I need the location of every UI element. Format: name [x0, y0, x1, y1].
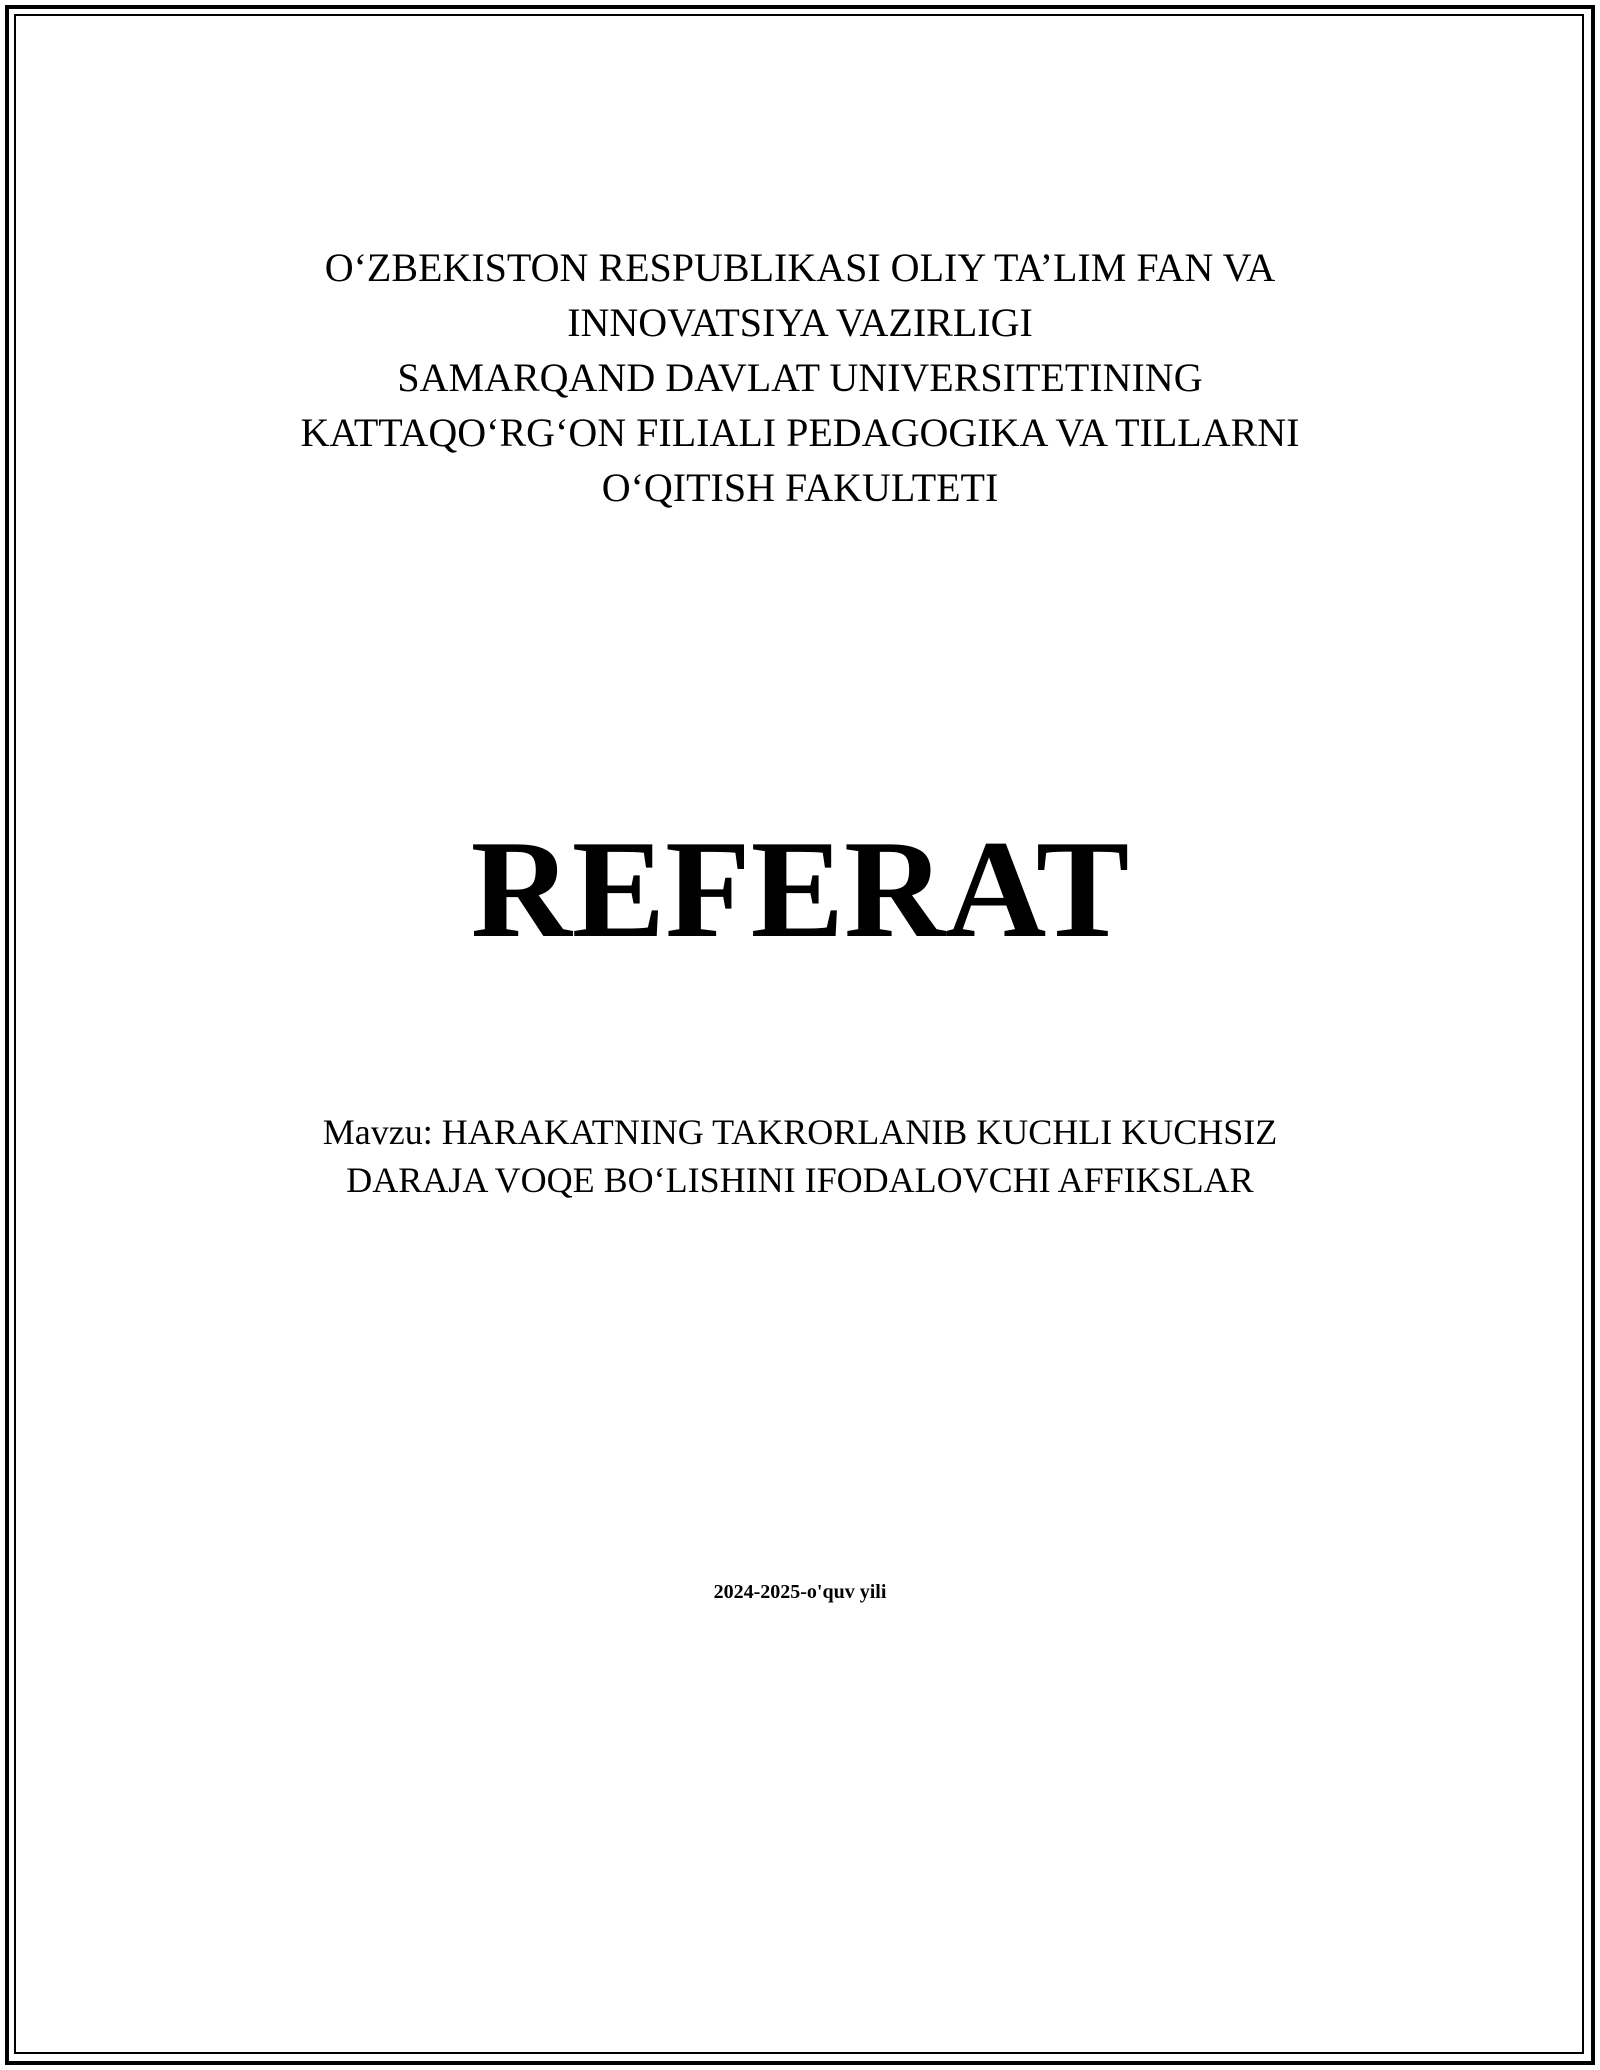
- institution-header: [0, 240, 1600, 515]
- header-line: SAMARQAND DAVLAT UNIVERSITETINING: [397, 355, 1203, 400]
- document-title: REFERAT: [470, 812, 1130, 967]
- academic-year: 2024-2025-o'quv yili: [713, 1581, 887, 1603]
- topic-line: Mavzu: HARAKATNING TAKRORLANIB KUCHLI KUCHSIZ: [322, 1112, 1278, 1152]
- topic-line: DARAJA VOQE BO‘LISHINI IFODALOVCHI AFFIKSLAR: [346, 1160, 1254, 1200]
- header-line: O‘ZBEKISTON RESPUBLIKASI OLIY TA’LIM FAN VA: [324, 245, 1276, 290]
- header-line: INNOVATSIYA VAZIRLIGI: [567, 300, 1033, 345]
- header-line: KATTAQO‘RG‘ON FILIALI PEDAGOGIKA VA TILLARNI: [300, 410, 1300, 455]
- header-line: O‘QITISH FAKULTETI: [601, 465, 999, 510]
- topic-block: [0, 1108, 1600, 1204]
